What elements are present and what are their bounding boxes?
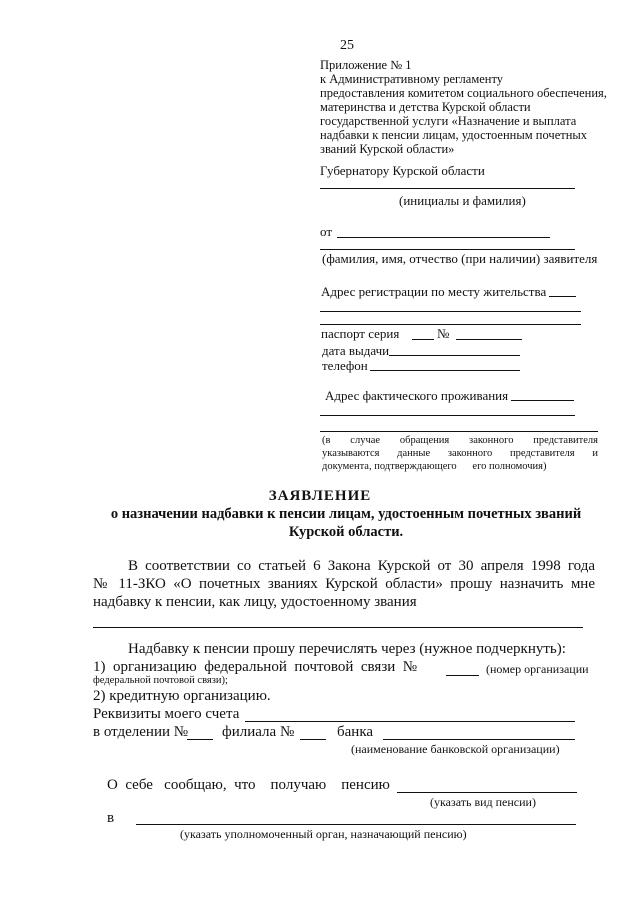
page-number: 25	[340, 38, 354, 53]
transfer-intro: Надбавку к пенсии прошу перечислять через (нужное подчеркнуть):	[128, 641, 566, 657]
statement-subtitle: о назначении надбавки к пенсии лицам, удостоенным почетных званий	[110, 506, 582, 522]
from-field-2[interactable]	[320, 249, 575, 250]
passport-series-label: паспорт серия	[321, 326, 400, 341]
reg-address-field-2[interactable]	[320, 311, 581, 312]
in-label: в	[107, 810, 115, 826]
phone-field[interactable]	[370, 370, 520, 371]
appendix-header	[320, 58, 607, 156]
rep-note-word: обращения	[399, 435, 450, 446]
actual-address-field-3[interactable]	[320, 431, 598, 432]
appendix-line: материнства и детства Курской области	[320, 100, 531, 114]
fio-hint: (фамилия, имя, отчество (при наличии) заявителя	[322, 251, 598, 266]
issue-date-label: дата выдачи	[322, 343, 390, 358]
appendix-line: предоставления комитетом социального обеспечения,	[320, 86, 607, 100]
bank-field[interactable]	[383, 739, 575, 740]
filial-label: филиала №	[222, 724, 295, 740]
actual-address-label: Адрес фактического проживания	[325, 388, 509, 403]
representative-note	[322, 434, 598, 473]
account-field[interactable]	[245, 721, 575, 722]
postal-number-field[interactable]	[446, 675, 479, 676]
reg-address-label: Адрес регистрации по месту жительства	[321, 284, 547, 299]
statement-title: ЗАЯВЛЕНИЕ	[268, 488, 372, 504]
option-credit: 2) кредитную организацию.	[93, 688, 271, 704]
rep-note-line: документа, подтверждающего его полномочия)	[322, 461, 547, 472]
account-label: Реквизиты моего счета	[93, 706, 240, 722]
rep-note-word: представителя	[509, 448, 575, 459]
authority-hint: (указать уполномоченный орган, назначающий пенсию)	[180, 827, 467, 841]
rep-note-word: законного	[447, 448, 493, 459]
initials-hint: (инициалы и фамилия)	[399, 193, 526, 208]
paragraph-line: В соответствии со статьей 6 Закона Курской от 30 апреля 1998 года	[128, 558, 595, 574]
rep-note-word: законного	[469, 435, 514, 446]
option-postal: 1) организацию федеральной почтовой связи №	[93, 659, 418, 675]
branch-field[interactable]	[187, 739, 213, 740]
pension-label: О себе сообщаю, что получаю пенсию	[107, 777, 390, 793]
governor-label: Губернатору Курской области	[320, 163, 485, 178]
rep-note-word: данные	[397, 448, 431, 459]
actual-address-field-2[interactable]	[320, 415, 575, 416]
passport-series-field[interactable]	[412, 339, 434, 340]
appendix-line: к Административному регламенту	[320, 72, 504, 86]
reg-address-field-3[interactable]	[320, 324, 581, 325]
bank-label: банка	[337, 724, 374, 740]
appendix-title: Приложение № 1	[320, 58, 412, 72]
appendix-line: званий Курской области»	[320, 142, 455, 156]
rep-note-word: представителя	[533, 435, 598, 446]
paragraph-line: надбавку к пенсии, как лицу, удостоенному звания	[93, 594, 417, 610]
phone-label: телефон	[322, 358, 368, 373]
governor-name-field[interactable]	[320, 188, 575, 189]
pension-type-field[interactable]	[397, 792, 577, 793]
rep-note-word: и	[592, 448, 598, 459]
reg-address-field[interactable]	[549, 296, 576, 297]
rep-note-word: случае	[350, 435, 381, 446]
actual-address-field[interactable]	[511, 400, 574, 401]
rep-note-word: (в	[322, 435, 331, 446]
appendix-line: государственной услуги «Назначение и выплата	[320, 114, 577, 128]
authority-field[interactable]	[136, 824, 576, 825]
branch-label: в отделении №	[93, 724, 189, 740]
pension-hint: (указать вид пенсии)	[430, 795, 536, 809]
bank-hint: (наименование банковской организации)	[351, 742, 560, 756]
rep-note-word: указываются	[322, 448, 380, 459]
title-field[interactable]	[93, 627, 583, 628]
appendix-line: надбавки к пенсии лицам, удостоенным почетных	[320, 128, 588, 142]
paragraph-line: № 11-ЗКО «О почетных званиях Курской области» прошу назначить мне	[93, 576, 595, 592]
from-field[interactable]	[337, 237, 550, 238]
postal-hint-2: федеральной почтовой связи);	[93, 675, 228, 686]
filial-field[interactable]	[300, 739, 326, 740]
statement-subtitle-2: Курской области.	[288, 524, 404, 540]
passport-number-field[interactable]	[456, 339, 522, 340]
from-label: от	[320, 224, 333, 239]
postal-hint: (номер организации	[486, 662, 589, 676]
issue-date-field[interactable]	[389, 355, 520, 356]
passport-number-label: №	[437, 326, 450, 341]
